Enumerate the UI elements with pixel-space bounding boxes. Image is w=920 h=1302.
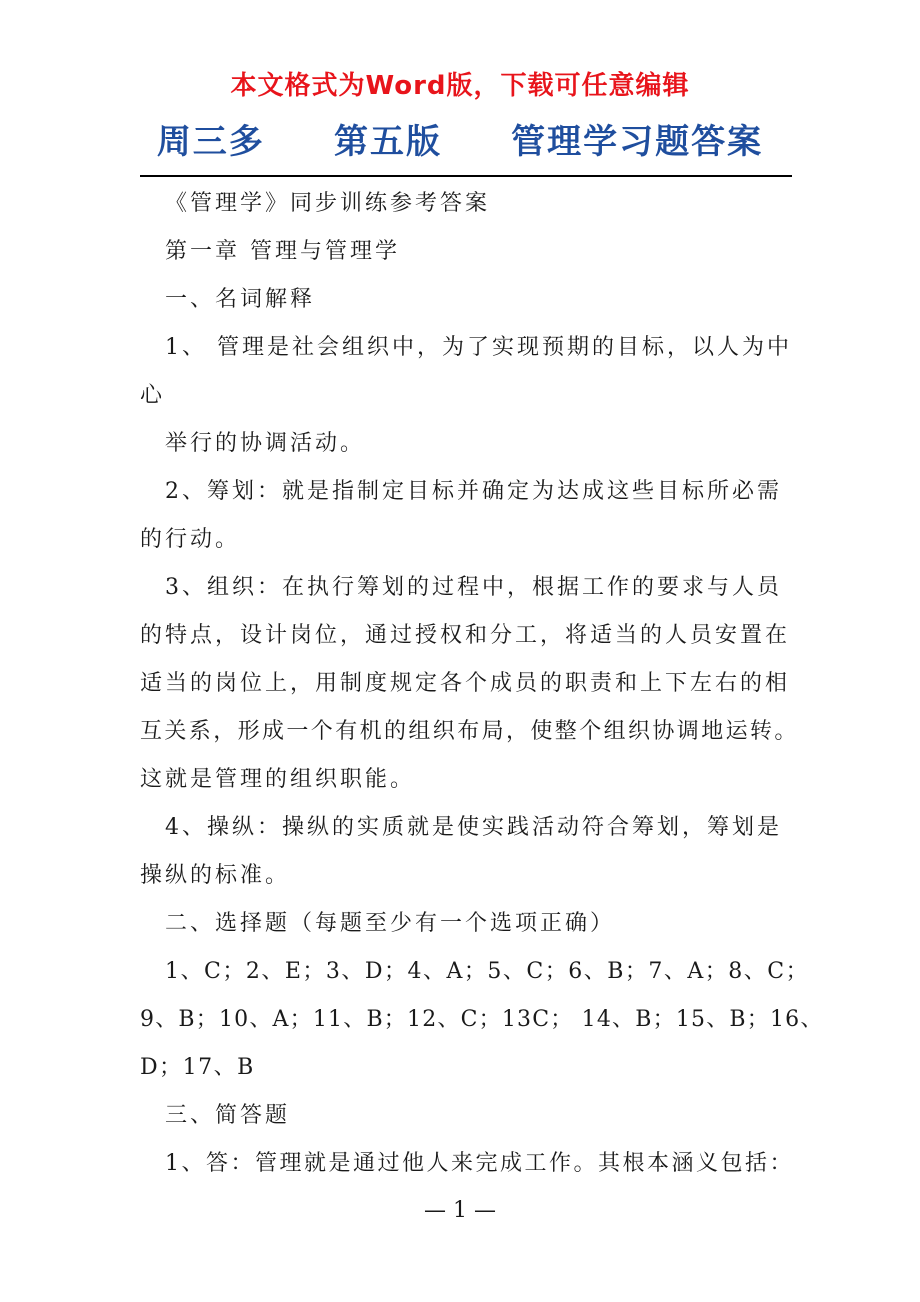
paragraph-line: 2、筹划：就是指制定目标并确定为达成这些目标所必需 <box>165 479 782 504</box>
paragraph-line: 互关系，形成一个有机的组织布局，使整个组织协调地运转。 <box>140 719 799 744</box>
paragraph-line: 适当的岗位上，用制度规定各个成员的职责和上下左右的相 <box>140 671 791 696</box>
paragraph-line: 的特点，设计岗位，通过授权和分工，将适当的人员安置在 <box>140 623 791 648</box>
subtitle-line: 《管理学》同步训练参考答案 <box>165 191 491 216</box>
section-heading: 三、简答题 <box>165 1103 291 1128</box>
paragraph-line: 1、答：管理就是通过他人来完成工作。其根本涵义包括： <box>165 1151 794 1176</box>
page-number: — 1 — <box>424 1198 496 1223</box>
paragraph-line: 心 <box>140 383 166 408</box>
answer-line: D；17、B <box>140 1055 255 1080</box>
chapter-heading: 第一章 管理与管理学 <box>165 239 400 264</box>
section-heading: 一、名词解释 <box>165 287 316 312</box>
format-notice: 本文格式为Word版，下载可任意编辑 <box>230 71 690 101</box>
paragraph-line: 这就是管理的组织职能。 <box>140 767 416 792</box>
paragraph-line: 的行动。 <box>140 527 241 552</box>
document-title: 周三多 第五版 管理学习题答案 <box>156 122 764 162</box>
paragraph-line: 操纵的标准。 <box>140 863 291 888</box>
title-divider <box>140 175 792 177</box>
paragraph-line: 4、操纵：操纵的实质就是使实践活动符合筹划，筹划是 <box>165 815 782 840</box>
paragraph-line: 1、 管理是社会组织中，为了实现预期的目标，以人为中 <box>165 335 792 360</box>
section-heading: 二、选择题（每题至少有一个选项正确） <box>165 911 616 936</box>
paragraph-line: 举行的协调活动。 <box>165 431 366 456</box>
paragraph-line: 3、组织：在执行筹划的过程中，根据工作的要求与人员 <box>165 575 782 600</box>
answer-line: 1、C；2、E；3、D；4、A；5、C；6、B；7、A；8、C； <box>165 959 810 984</box>
answer-line: 9、B；10、A；11、B；12、C；13C； 14、B；15、B；16、 <box>140 1007 824 1032</box>
